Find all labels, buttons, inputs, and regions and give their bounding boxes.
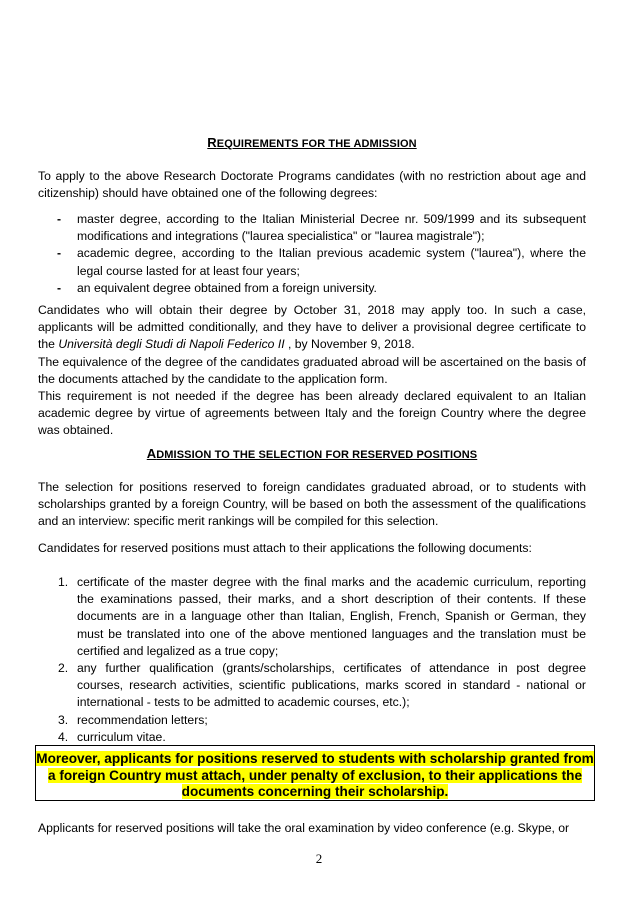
degree-item: - master degree, according to the Italian Ministerial Decree nr. 509/1999 and its subsequent modifications and integrations ("laurea specialistica" or "laurea magistrale"); bbox=[57, 212, 586, 244]
highlight-notice-box bbox=[35, 745, 595, 801]
highlight-notice: Moreover, applicants for positions reserved to students with scholarship granted from a foreign Country must attach, under penalty of exclusion, to their applications the documents concerning their scholarship. bbox=[36, 751, 594, 799]
selection-paragraph: The selection for positions reserved to foreign candidates graduated abroad, or to students with scholarships granted by a foreign Country, will be based on both the assessment of the qualifications and an interview: specific merit rankings will be compiled for this selection. bbox=[38, 480, 586, 529]
reserved-positions-heading: ADMISSION TO THE SELECTION FOR RESERVED POSITIONS bbox=[146, 446, 478, 461]
requirements-body bbox=[38, 302, 586, 440]
requirements-heading: REQUIREMENTS FOR THE ADMISSION bbox=[207, 135, 417, 150]
degree-item: - academic degree, according to the Italian previous academic system ("laurea"), where the legal course lasted for at least four years; bbox=[57, 246, 586, 278]
university-name: Università degli Studi di Napoli Federico II bbox=[58, 337, 285, 352]
page-number: 2 bbox=[315, 851, 323, 866]
final-paragraph: Applicants for reserved positions will take the oral examination by video conference (e.g. Skype, or bbox=[38, 821, 570, 835]
exemption-paragraph: This requirement is not needed if the degree has been already declared equivalent to an Italian academic degree by virtue of agreements between Italy and the foreign Country where the degree was obtained. bbox=[38, 389, 586, 438]
conditional-admission-paragraph: Candidates who will obtain their degree by October 31, 2018 may apply too. In such a case, applicants will be admitted conditionally, and they have to deliver a provisional degree certificate to the Università degli Studi di Napoli Federico II , by November 9, 2018. bbox=[38, 303, 586, 352]
document-item: 2. any further qualification (grants/scholarships, certificates of attendance in post degree courses, research activities, scientific publications, marks scored in standard - national or international - tests to be admitted to academic courses, etc.); bbox=[58, 661, 586, 710]
degree-item: - an equivalent degree obtained from a foreign university. bbox=[57, 280, 377, 295]
document-item: 3. recommendation letters; bbox=[58, 712, 208, 727]
documents-intro: Candidates for reserved positions must attach to their applications the following documents: bbox=[38, 541, 532, 555]
equivalence-paragraph: The equivalence of the degree of the candidates graduated abroad will be ascertained on the basis of the documents attached by the candidate to the application form. bbox=[38, 354, 586, 386]
documents-list bbox=[38, 574, 586, 746]
document-item: 1. certificate of the master degree with the final marks and the academic curriculum, reporting the examinations passed, their marks, and a short description of their contents. If these documents are in a language other than Italian, English, French, Spanish or German, they must be translated into one of the above mentioned languages and the translation must be certified and legalized as a true copy; bbox=[58, 575, 586, 658]
requirements-intro: To apply to the above Research Doctorate Programs candidates (with no restriction about age and citizenship) should have obtained one of the following degrees: bbox=[38, 169, 586, 201]
document-item: 4. curriculum vitae. bbox=[58, 729, 166, 744]
degree-list bbox=[38, 211, 586, 297]
